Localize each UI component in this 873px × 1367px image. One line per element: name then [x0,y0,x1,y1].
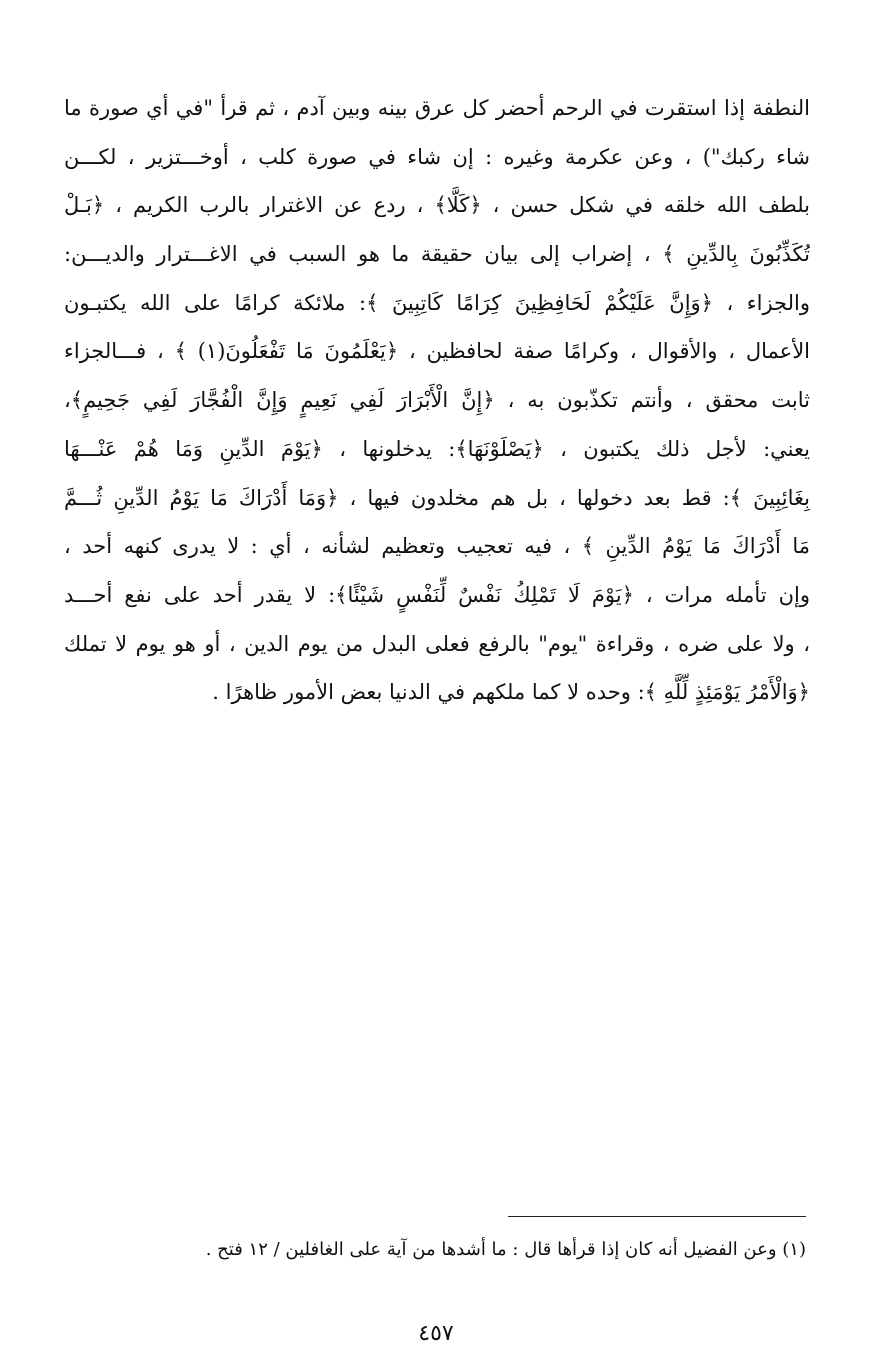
text-line: ﴿وَالْأَمْرُ يَوْمَئِذٍ لِّلَّهِ ﴾: وحده لا كما ملكهم في الدنيا بعض الأمور ظاهرًا . [212,680,810,705]
text-line: النطفة إذا استقرت في الرحم أحضر كل عرق بينه وبين آدم ، ثم قرأ "في أي صورة ما [64,96,810,120]
text-line: والجزاء ، ﴿وَإِنَّ عَلَيْكُمْ لَحَافِظِينَ كِرَامًا كَاتِبِينَ ﴾: ملائكة كرامًا على الله يكتبـون [64,290,810,315]
footnote-divider [508,1216,806,1217]
text-line: ، ولا على ضره ، وقراءة "يوم" بالرفع فعلى البدل من يوم الدين ، أو هو يوم لا تملك [64,631,810,656]
text-line: بِغَائِبِينَ ﴾: قط بعد دخولها ، بل هم مخلدون فيها ، ﴿وَمَا أَدْرَاكَ مَا يَوْمُ الدِّينِ ثُـــمَّ [64,485,810,510]
text-line: تُكَذِّبُونَ بِالدِّينِ ﴾ ، إضراب إلى بيان حقيقة ما هو السبب في الاغـــترار والديـــن: [64,242,810,267]
text-line: بلطف الله خلقه في شكل حسن ، ﴿كَلَّا﴾ ، ردع عن الاغترار بالرب الكريم ، ﴿بَـلْ [64,193,810,218]
text-line: ثابت محقق ، وأنتم تكذّبون به ، ﴿إِنَّ الْأَبْرَارَ لَفِي نَعِيمٍ وَإِنَّ الْفُجَّارَ لَفِي جَحِيمٍ﴾، [64,388,810,413]
page-number: ٤٥٧ [418,1321,454,1346]
text-line: يعني: لأجل ذلك يكتبون ، ﴿يَصْلَوْنَهَا﴾: يدخلونها ، ﴿يَوْمَ الدِّينِ وَمَا هُمْ عَنْـــهَا [64,436,810,461]
text-line: شاء ركبك") ، وعن عكرمة وغيره : إن شاء في صورة كلب ، أوخـــتزير ، لكـــن [64,144,810,169]
body-text [64,84,810,717]
text-line: الأعمال ، والأقوال ، وكرامًا صفة لحافظين ، ﴿يَعْلَمُونَ مَا تَفْعَلُونَ(١) ﴾ ، فـــالجزاء [64,339,810,364]
text-line: وإن تأمله مرات ، ﴿يَوْمَ لَا تَمْلِكُ نَفْسٌ لِّنَفْسٍ شَيْئًا﴾: لا يقدر أحد على نفع أحـــد [64,582,810,607]
footnote: (١) وعن الفضيل أنه كان إذا قرأها قال : ما أشدها من آية على الغافلين / ١٢ فتح . [205,1239,806,1260]
text-line: مَا أَدْرَاكَ مَا يَوْمُ الدِّينِ ﴾ ، فيه تعجيب وتعظيم لشأنه ، أي : لا يدرى كنهه أحد ، [64,534,810,559]
